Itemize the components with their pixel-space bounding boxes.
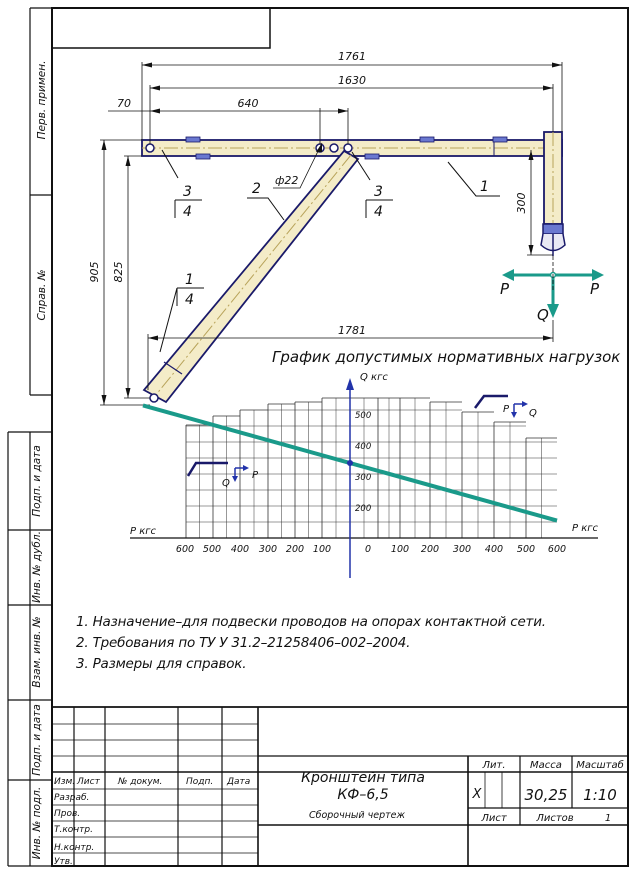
callout-pos-2: 2: [252, 181, 261, 197]
tb-nkontr: Н.контр.: [54, 843, 95, 853]
y-tick-300: 300: [355, 473, 372, 483]
x-tick-l100: 100: [312, 544, 332, 555]
tb-scale-header: Масштаб: [576, 760, 624, 771]
callout-3-right-bot: 4: [374, 204, 383, 220]
force-p-left: P: [500, 280, 510, 298]
x-tick-l500: 500: [202, 544, 222, 555]
stamp-podp-data-1: Подп. и дата: [31, 445, 43, 517]
stamp-sprav-no: Справ. №: [36, 269, 48, 321]
dim-825: 825: [112, 261, 125, 283]
tb-lit-value: Х: [472, 787, 482, 802]
tb-col-izm: Изм.: [54, 777, 76, 787]
x-tick-r400: 400: [484, 544, 504, 555]
x-tick-l300: 300: [258, 544, 278, 555]
graph-q-axis-label: Q кгс: [360, 372, 388, 383]
x-tick-r100: 100: [390, 544, 410, 555]
note-1: 1. Назначение–для подвески проводов на опорах контактной сети.: [76, 614, 546, 630]
tb-col-list: Лист: [77, 777, 100, 787]
callout-3-left-top: 3: [183, 184, 192, 200]
dim-640: 640: [237, 97, 259, 110]
graph-p-right-label: Р кгс: [572, 523, 599, 534]
x-tick-l600: 600: [175, 544, 195, 555]
stamp-podp-data-2: Подп. и дата: [31, 704, 43, 776]
tb-prov: Пров.: [54, 809, 81, 819]
y-tick-500: 500: [355, 411, 372, 421]
tb-mass-header: Масса: [530, 760, 562, 771]
callout-pos-1: 1: [480, 179, 489, 195]
tb-col-doc: № докум.: [118, 777, 163, 787]
tb-lit-header: Лит.: [482, 760, 506, 771]
y-tick-200: 200: [355, 504, 372, 514]
stamp-vzam-inv: Взам. инв. №: [31, 616, 43, 688]
callout-3-left-bot: 4: [183, 204, 192, 220]
tb-name-line2: КФ–6,5: [337, 787, 389, 803]
x-tick-l400: 400: [230, 544, 250, 555]
callout-1-low-top: 1: [185, 272, 194, 288]
legend-right-q: Q: [529, 408, 537, 419]
graph-y-ticks: [355, 411, 371, 514]
stamp-perv-primen: Перв. примен.: [36, 60, 48, 140]
legend-right: [475, 396, 537, 419]
tb-sheets-value: 1: [604, 813, 612, 824]
force-q-down: Q: [537, 306, 549, 324]
dim-70: 70: [117, 97, 131, 110]
suspension-clamp: [541, 224, 565, 256]
drawing-frame: [8, 8, 628, 866]
x-tick-r200: 200: [420, 544, 440, 555]
legend-left-q: Q: [222, 478, 230, 489]
tb-doc-type: Сборочный чертеж: [308, 810, 406, 821]
note-3: 3. Размеры для справок.: [76, 656, 247, 672]
tb-col-data: Дата: [227, 777, 251, 787]
legend-right-p: P: [503, 404, 510, 415]
tb-mass-value: 30,25: [524, 786, 568, 804]
stamp-inv-dubl: Инв. № дубл.: [31, 531, 43, 603]
dim-905: 905: [88, 261, 101, 283]
stamp-inv-podl: Инв. № подл.: [31, 786, 43, 860]
tb-sheet-label: Лист: [481, 813, 507, 824]
tb-col-podp: Подп.: [186, 777, 214, 787]
graph-x-ticks: [176, 544, 566, 555]
side-stamps: [31, 61, 48, 860]
dim-overall-top: 1761: [338, 50, 366, 63]
callout-3-right-top: 3: [374, 184, 383, 200]
tb-razrab: Разраб.: [54, 793, 90, 803]
legend-left-p: P: [252, 470, 259, 481]
graph-p-left-label: Р кгс: [130, 526, 157, 537]
dim-300: 300: [515, 192, 528, 214]
dim-1630: 1630: [338, 74, 366, 87]
y-tick-400: 400: [355, 442, 372, 452]
force-p-right: P: [590, 280, 600, 298]
title-block-text: [54, 759, 624, 867]
x-tick-zero: 0: [364, 544, 372, 555]
dim-phi-22: ф22: [275, 174, 299, 187]
load-graph: [130, 378, 599, 578]
tb-name-line1: Кронштейн типа: [301, 770, 425, 786]
tb-scale-value: 1:10: [583, 786, 617, 804]
tb-sheets-label: Листов: [536, 813, 574, 824]
note-2: 2. Требования по ТУ У 31.2–21258406–002–2004.: [76, 635, 411, 651]
x-tick-r300: 300: [452, 544, 472, 555]
x-tick-l200: 200: [285, 544, 305, 555]
legend-left: [188, 463, 259, 489]
tb-tkontr: Т.контр.: [54, 825, 94, 835]
curve-axis-intersection: [347, 460, 353, 466]
dim-1781: 1781: [338, 324, 366, 337]
callout-1-low-bot: 4: [185, 292, 194, 308]
tb-utv: Утв.: [54, 857, 73, 867]
graph-title: График допустимых нормативных нагрузок: [272, 348, 621, 366]
x-tick-r500: 500: [516, 544, 536, 555]
x-tick-r600: 600: [547, 544, 567, 555]
